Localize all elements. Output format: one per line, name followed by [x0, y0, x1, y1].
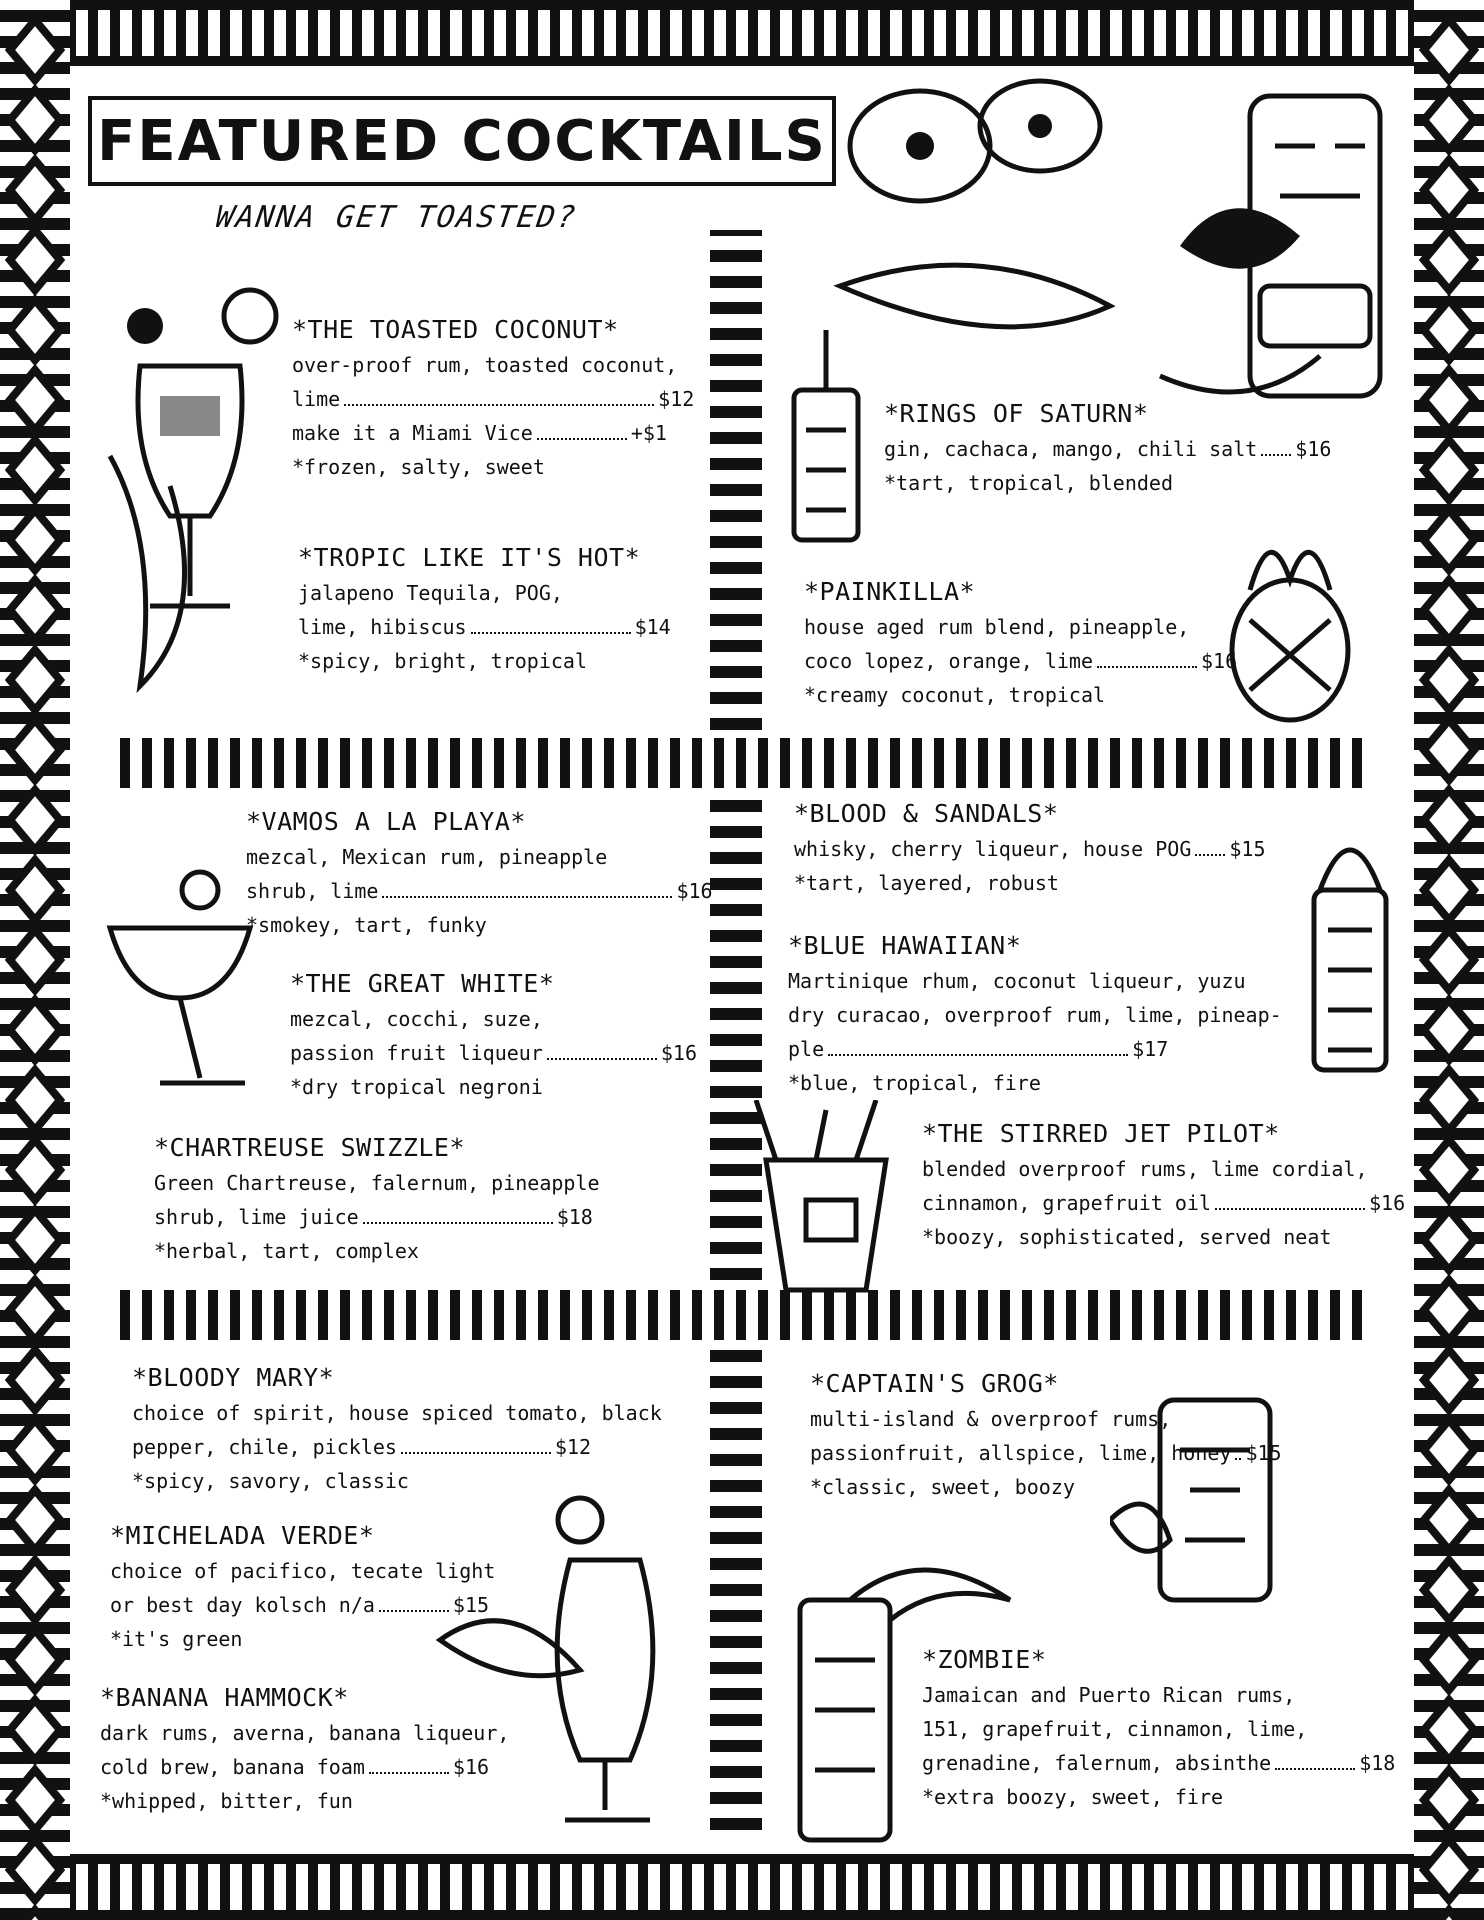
menu-item [154, 1130, 600, 1268]
page-subtitle: WANNA GET TOASTED? [213, 200, 580, 235]
item-name: *MICHELADA VERDE* [110, 1521, 375, 1550]
item-ingredients: Green Chartreuse, falernum, pineapple [154, 1171, 600, 1195]
item-price: $16 [676, 879, 713, 903]
item-name: *BLUE HAWAIIAN* [788, 931, 1022, 960]
item-ingredients: gin, cachaca, mango, chili salt [884, 437, 1258, 461]
item-ingredients: house aged rum blend, pineapple, [804, 615, 1190, 639]
item-name: *TROPIC LIKE IT'S HOT* [298, 543, 641, 572]
menu-item [922, 1642, 1395, 1814]
item-ingredients: shrub, lime juice [154, 1205, 359, 1229]
item-name: *THE GREAT WHITE* [290, 969, 555, 998]
item-price: $18 [1359, 1751, 1396, 1775]
item-price: $15 [452, 1593, 490, 1617]
item-ingredients: over-proof rum, toasted coconut, [292, 353, 678, 377]
item-name: *PAINKILLA* [804, 577, 976, 606]
menu-item [132, 1360, 662, 1498]
item-notes: *spicy, bright, tropical [298, 649, 587, 673]
border-left [0, 0, 70, 1920]
item-ingredients: ple [788, 1037, 825, 1061]
item-name: *ZOMBIE* [922, 1645, 1047, 1674]
item-notes: *frozen, salty, sweet [292, 455, 545, 479]
item-notes: *herbal, tart, complex [154, 1239, 419, 1263]
item-notes: *blue, tropical, fire [788, 1071, 1041, 1095]
menu-item [246, 804, 713, 942]
item-notes: *extra boozy, sweet, fire [922, 1785, 1224, 1809]
divider-lower [120, 1290, 1364, 1340]
tiki-mug-icon [746, 1100, 906, 1300]
item-notes: *dry tropical negroni [290, 1075, 543, 1099]
item-ingredients: Martinique rhum, coconut liqueur, yuzu [788, 969, 1246, 993]
item-ingredients: mezcal, Mexican rum, pineapple [246, 845, 608, 869]
item-ingredients: 151, grapefruit, cinnamon, lime, [922, 1717, 1308, 1741]
item-name: *VAMOS A LA PLAYA* [246, 807, 526, 836]
item-ingredients: dark rums, averna, banana liqueur, [100, 1721, 510, 1745]
item-notes: *classic, sweet, boozy [810, 1475, 1075, 1499]
title-box [88, 96, 836, 186]
border-right [1414, 0, 1484, 1920]
item-name: *BLOODY MARY* [132, 1363, 335, 1392]
item-notes: *tart, tropical, blended [884, 471, 1173, 495]
menu-item [804, 574, 1237, 712]
menu-item [794, 796, 1265, 900]
item-name: *BLOOD & SANDALS* [794, 799, 1059, 828]
menu-item [100, 1680, 509, 1818]
item-notes: *whipped, bitter, fun [100, 1789, 353, 1813]
menu-item [810, 1366, 1282, 1504]
item-notes: *creamy coconut, tropical [804, 683, 1106, 707]
item-price: $14 [634, 615, 671, 639]
item-ingredients: passionfruit, allspice, lime, honey [810, 1441, 1232, 1465]
item-ingredients: Jamaican and Puerto Rican rums, [922, 1683, 1296, 1707]
item-price: $15 [1229, 837, 1266, 861]
item-ingredients: mezcal, cocchi, suze, [290, 1007, 543, 1031]
item-notes: *spicy, savory, classic [132, 1469, 409, 1493]
menu-item [292, 312, 694, 484]
item-notes: *smokey, tart, funky [246, 913, 487, 937]
item-ingredients: jalapeno Tequila, POG, [298, 581, 563, 605]
tiki-mug-icon [786, 330, 866, 550]
item-notes: *boozy, sophisticated, served neat [922, 1225, 1332, 1249]
item-price: $18 [556, 1205, 593, 1229]
item-price: $16 [660, 1041, 697, 1065]
item-ingredients: cinnamon, grapefruit oil [922, 1191, 1211, 1215]
item-ingredients: multi-island & overproof rums, [810, 1407, 1172, 1431]
item-ingredients: choice of pacifico, tecate light [110, 1559, 496, 1583]
item-name: *THE STIRRED JET PILOT* [922, 1119, 1280, 1148]
item-ingredients: coco lopez, orange, lime [804, 649, 1093, 673]
menu-item [290, 966, 697, 1104]
menu-item [922, 1116, 1405, 1254]
tiki-mug-icon [1300, 810, 1400, 1080]
item-price: $17 [1132, 1037, 1169, 1061]
item-ingredients: whisky, cherry liqueur, house POG [794, 837, 1192, 861]
menu-item [788, 928, 1282, 1100]
item-price: $15 [1245, 1441, 1282, 1465]
item-notes: *tart, layered, robust [794, 871, 1059, 895]
item-ingredients: lime [292, 387, 341, 411]
item-ingredients: choice of spirit, house spiced tomato, black [132, 1401, 662, 1425]
page-title: FEATURED COCKTAILS [97, 108, 827, 174]
item-ingredients: lime, hibiscus [298, 615, 467, 639]
item-name: *BANANA HAMMOCK* [100, 1683, 349, 1712]
hurricane-glass-icon [100, 286, 300, 706]
item-notes: *it's green [110, 1627, 243, 1651]
divider-center-bottom [710, 1350, 762, 1830]
item-price: $12 [554, 1435, 592, 1459]
item-ingredients: grenadine, falernum, absinthe [922, 1751, 1272, 1775]
item-name: *CAPTAIN'S GROG* [810, 1369, 1059, 1398]
item-ingredients: dry curacao, overproof rum, lime, pineap- [788, 1003, 1282, 1027]
menu-item [298, 540, 671, 678]
item-ingredients: pepper, chile, pickles [132, 1435, 397, 1459]
item-price: $16 [1368, 1191, 1406, 1215]
border-bottom [0, 1854, 1484, 1920]
item-ingredients: blended overproof rums, lime cordial, [922, 1157, 1368, 1181]
menu-item [110, 1518, 495, 1656]
item-price: $16 [1200, 649, 1238, 673]
item-name: *RINGS OF SATURN* [884, 399, 1149, 428]
item-ingredients: cold brew, banana foam [100, 1755, 365, 1779]
menu-item [884, 396, 1331, 500]
item-ingredients: shrub, lime [246, 879, 379, 903]
item-extra-price: +$1 [630, 421, 667, 445]
item-extra: make it a Miami Vice [292, 421, 533, 445]
item-name: *CHARTREUSE SWIZZLE* [154, 1133, 466, 1162]
divider-upper [120, 738, 1364, 788]
item-price: $16 [452, 1755, 490, 1779]
coupe-glass-icon [100, 868, 270, 1098]
item-ingredients: passion fruit liqueur [290, 1041, 543, 1065]
item-price: $16 [1295, 437, 1332, 461]
item-name: *THE TOASTED COCONUT* [292, 315, 619, 344]
item-ingredients: or best day kolsch n/a [110, 1593, 375, 1617]
divider-center-top [710, 230, 762, 730]
item-price: $12 [658, 387, 695, 411]
